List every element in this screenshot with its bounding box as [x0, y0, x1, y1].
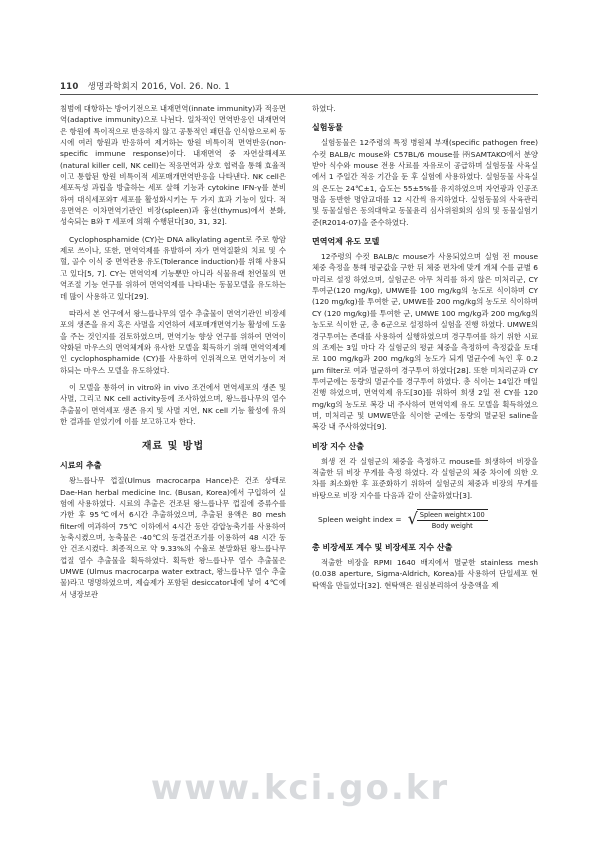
sqrt-sign-icon: √ — [407, 509, 418, 529]
formula-root — [408, 509, 488, 530]
watermark: www.kci.go.kr — [150, 768, 450, 808]
splenocyte-count-paragraph: 적출한 비장을 RPMI 1640 배지에서 멸균한 stainless mesh (0.038 aperture, Sigma-Aldrich, Korea)를 사용하여 단일세포 현탁액을 만들었다[32]. 현탁액은 원심분리하여 상층액을 제 — [312, 557, 538, 590]
subsection-title-splenocyte-count: 총 비장세포 계수 및 비장세포 지수 산출 — [312, 542, 453, 552]
subsection-title-extraction: 시료의 추출 — [60, 461, 102, 471]
left-column — [60, 103, 286, 606]
intro-paragraph-3: 따라서 본 연구에서 왕느릅나무의 열수 추출물이 면역기관인 비장세포의 생존을 유지 혹은 사멸을 지연하여 세포매개면역기능 활성에 도움을 주는 것인지를 검토하였으며, 면역기능 향상 연구를 위하여 면역이 약화된 마우스의 면역체계와 유사한 모델을 획득하기 위해 면역억제제인 cyclophosphamide (CY)를 사용하여 인위적으로 면역기능이 저하되는 마우스 모델을 유도하였다. — [60, 308, 286, 375]
continued-text: 하였다. — [312, 104, 336, 113]
section-title-methods: 재료 및 방법 — [141, 441, 205, 453]
subsection-title-spleen-index: 비장 지수 산출 — [312, 441, 364, 451]
right-column — [312, 103, 538, 597]
running-header — [60, 80, 230, 92]
intro-paragraph-2: Cyclophosphamide (CY)는 DNA alkylating agent로 주로 항암제로 쓰이나, 또한, 면역억제를 유발하여 자가 면역질환의 치료 및 수혈, 골수 이식 중 면역관용 유도(Tolerance induction)를 위해 사용되고 있다[5, 7]. CY는 면역억제 기능뿐만 아니라 식물유래 천연물의 면역조절 기능 연구를 위하여 면역억제를 나타내는 동물모델을 유도하는데 많이 사용하고 있다[29]. — [60, 234, 286, 301]
immunosuppression-paragraph: 12주령의 수컷 BALB/c mouse가 사용되었으며 실험 전 mouse 체중 측정을 통해 평균값을 구한 뒤 체중 편차에 맞게 개체 수를 균별 6마리로 설정 하였으며, 실험군은 아무 처리를 하지 않은 미처리군, CY 투여군(120 mg/kg), UMWE를 100 mg/kg의 농도로 식이하며 CY (120 mg/kg)를 투여한 군, UMWE를 200 mg/kg의 농도로 식이하며 CY (120 mg/kg)를 투여한 군, UMWE 100 mg/kg과 200 mg/kg의 농도로 식이한 군, 총 6군으로 설정하여 실험을 진행 하였다. UMWE의 경구투여는 존대를 사용하여 실행하였으며 경구투여를 하기 위한 시료의 조제는 3일 마다 각 실험군의 평균 체중을 측정하여 측정값을 토대로 100 mg/kg과 200 mg/kg의 농도가 되게 멸균수에 녹인 후 0.2 μm filter로 여과 멸균하여 경구투여 하였다[28]. 또한 미처리군과 CY 투여군에는 동량의 멸균수를 경구투여 하였다. 총 식이는 14일간 매일 진행 하였으며, 면역억제 유도[30]를 위하여 희생 2일 전 CY를 120 mg/kg의 농도로 복강 내 주사하여 면역억제 유도 모델을 획득하였으며, 미처리군 및 UMWE만을 식이한 군에는 동량의 멸균된 saline을 복강 내 주사하였다[9]. — [312, 252, 538, 432]
subsection-title-immunosuppression: 면역억제 유도 모델 — [312, 237, 380, 247]
formula-fraction — [417, 509, 488, 530]
page-number: 110 — [60, 82, 79, 92]
formula-numerator: Spleen weight×100 — [417, 511, 488, 521]
header-divider — [60, 94, 538, 95]
spleen-index-formula — [312, 509, 538, 530]
subsection-title-animals: 실험동물 — [312, 123, 343, 133]
journal-title: 생명과학회지 2016, Vol. 26. No. 1 — [87, 82, 230, 92]
intro-paragraph-4: 이 모델을 통하여 in vitro와 in vivo 조건에서 면역세포의 생존 및 사멸, 그리고 NK cell activity등에 조사하였으며, 왕느릅나무의 열수 추출물이 면역세포 생존 유지 및 사멸 지연, NK cell 기능 활성에 유의한 결과를 얻었기에 이를 보고하고자 한다. — [60, 382, 286, 426]
formula-label: Spleen weight index = — [318, 514, 402, 524]
animals-paragraph: 실험동물은 12주령의 특정 병원체 부재(specific pathogen free) 수컷 BALB/c mouse와 C57BL/6 mouse를 ㈜SAMTAKO에서 분양 받아 식수와 mouse 전용 사료를 자유로이 공급하며 실험동물 사육실에서 1 주일간 적응 기간을 둔 후 실험에 사용하였다. 실험동물 사육실의 온도는 24℃±1, 습도는 55±5%를 유지하였으며 자연광과 인공조명을 동반한 명암교대를 12 시간씩 유지하였다. 실험동물의 사육관리 및 동물실험은 동의대학교 동물윤리 심사위원회의 심의 및 동물실험기준(R2014-07)을 준수하였다. — [312, 138, 538, 227]
spleen-index-paragraph: 희생 전 각 실험군의 체중을 측정하고 mouse를 희생하여 비장을 적출한 뒤 비장 무게를 측정 하였다. 각 실험군의 체중 차이에 의한 오차를 최소화한 후 표준화하기 위하여 실험군의 체중과 비장의 무게를 바탕으로 비장 지수를 다음과 같이 산출하였다[3]. — [312, 456, 538, 500]
formula-denominator: Body weight — [431, 521, 473, 530]
intro-paragraph-1: 침범에 대항하는 방어기전으로 내재면역(innate immunity)과 적응면역(adaptive immunity)으로 나뉜다. 일차적인 면역반응인 내재면역은 항원에 특이적으로 반응하지 않고 공통적인 패턴을 인식함으로써 동시에 여러 항원과 반응하여 제거하는 항원 비특이적 면역반응(non-specific immune response)이다. 내재면역 중 자연살해세포(natural killer cell, NK cell)는 적응면역과 상호 협력을 통해 효율적이고 통합된 항원 비특이적 세포매개면역반응을 나타낸다. NK cell은 세포독성 과립을 방출하는 세포 살해 기능과 cytokine IFN-γ를 분비하여 대식세포와T 세포를 활성화시키는 두 가지 효과 기능이 있다. 적응면역은 이차면역기관인 비장(spleen)과 흉선(thymus)에서 분화, 성숙되는 B와 T 세포에 의해 수행된다[30, 31, 32]. — [60, 104, 286, 227]
extraction-paragraph: 왕느릅나무 껍질(Ulmus macrocarpa Hance)은 건조 상태로 Dae-Han herbal medicine Inc. (Busan, Korea)에서 구입하여 실험에 사용하였다. 시료의 추출은 건조된 왕느릅나무 껍질에 증류수를 가한 후 95℃에서 6시간 추출하였으며, 추출된 용액은 80 mesh filter에 여과하여 75℃ 이하에서 4시간 동안 감압농축기를 사용하여 농축시켰으며, 농축물은 -40℃의 동결건조기를 이용하여 48 시간 동안 건조시켰다. 최종적으로 약 9.33%의 수율로 분말화된 왕느릅나무 껍질 열수 추출물을 획득하였다. 획득한 왕느릅나무 열수 추출물은 UMWE (Ulmus macrocarpa water extract, 왕느릅나무 열수 추출물)라고 명명하였으며, 제습제가 포함된 desiccator내에 넣어 4℃에서 냉장보관 — [60, 476, 286, 599]
